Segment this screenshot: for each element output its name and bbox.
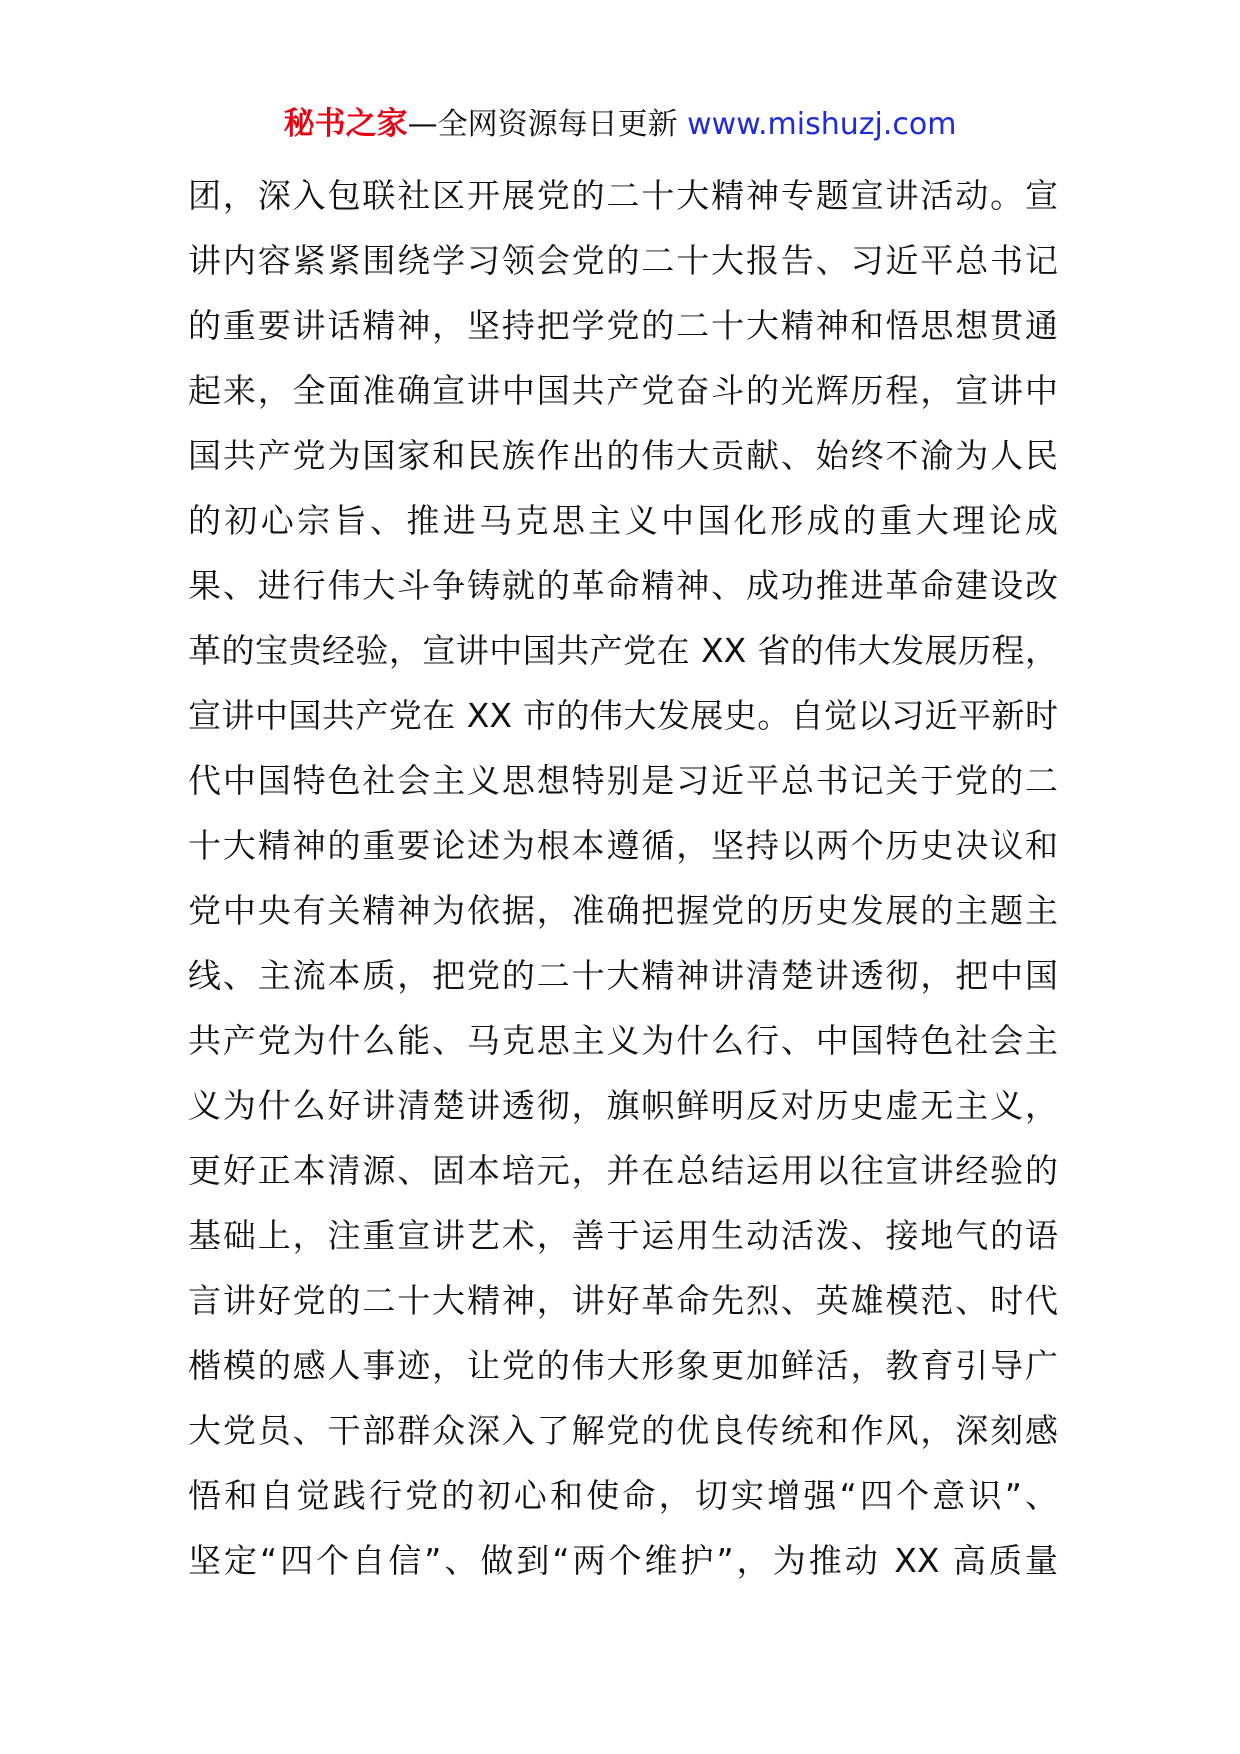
text-line: 果、进行伟大斗争铸就的革命精神、成功推进革命建设改 — [188, 566, 1058, 605]
text-line: 国共产党为国家和民族作出的伟大贡献、始终不渝为人民 — [188, 436, 1058, 475]
text-line: 共产党为什么能、马克思主义为什么行、中国特色社会主 — [188, 1021, 1058, 1060]
document-body — [188, 163, 1058, 1593]
page-header — [0, 102, 1240, 147]
text-line: 基础上，注重宣讲艺术，善于运用生动活泼、接地气的语 — [188, 1216, 1058, 1255]
text-line: 楷模的感人事迹，让党的伟大形象更加鲜活，教育引导广 — [188, 1346, 1058, 1385]
text-line: 起来，全面准确宣讲中国共产党奋斗的光辉历程，宣讲中 — [188, 371, 1058, 410]
text-line: 的初心宗旨、推进马克思主义中国化形成的重大理论成 — [188, 501, 1058, 540]
text-line: 革的宝贵经验，宣讲中国共产党在 XX 省的伟大发展历程， — [188, 631, 1058, 670]
text-line: 讲内容紧紧围绕学习领会党的二十大报告、习近平总书记 — [188, 241, 1058, 280]
text-line: 的重要讲话精神，坚持把学党的二十大精神和悟思想贯通 — [188, 306, 1058, 345]
header-tagline: —全网资源每日更新 — [407, 107, 688, 142]
text-line: 团，深入包联社区开展党的二十大精神专题宣讲活动。宣 — [188, 176, 1058, 215]
text-line: 十大精神的重要论述为根本遵循，坚持以两个历史决议和 — [188, 826, 1058, 865]
text-line: 言讲好党的二十大精神，讲好革命先烈、英雄模范、时代 — [188, 1281, 1058, 1320]
text-line: 义为什么好讲清楚讲透彻，旗帜鲜明反对历史虚无主义， — [188, 1086, 1058, 1125]
text-line: 更好正本清源、固本培元，并在总结运用以往宣讲经验的 — [188, 1151, 1058, 1190]
text-line: 代中国特色社会主义思想特别是习近平总书记关于党的二 — [188, 761, 1058, 800]
text-line: 线、主流本质，把党的二十大精神讲清楚讲透彻，把中国 — [188, 956, 1058, 995]
website-link[interactable]: www.mishuzj.com — [687, 107, 957, 142]
text-line: 坚定“四个自信”、做到“两个维护”，为推动 XX 高质量 — [188, 1541, 1058, 1580]
text-line: 悟和自觉践行党的初心和使命，切实增强“四个意识”、 — [188, 1476, 1058, 1515]
text-line: 大党员、干部群众深入了解党的优良传统和作风，深刻感 — [188, 1411, 1058, 1450]
brand-name: 秘书之家 — [283, 106, 408, 142]
text-line: 宣讲中国共产党在 XX 市的伟大发展史。自觉以习近平新时 — [188, 696, 1058, 735]
text-line: 党中央有关精神为依据，准确把握党的历史发展的主题主 — [188, 891, 1058, 930]
